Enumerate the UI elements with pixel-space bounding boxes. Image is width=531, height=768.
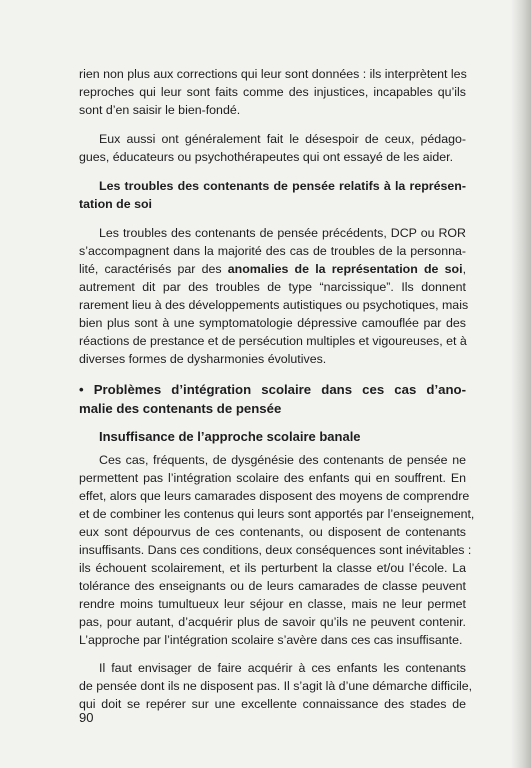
chapter-heading-line: malie des contenants de pensée [79, 401, 282, 416]
text-line: rarement lieu à des développements autistiques ou psychotiques, mais [79, 298, 469, 312]
text-line: Les troubles des contenants de pensée précédents, DCP ou ROR [99, 226, 466, 240]
section-heading-line: tation de soi [79, 197, 152, 211]
text-fragment: , [462, 262, 467, 276]
text-line: s’accompagnent dans la majorité des cas de troubles de la personna- [79, 244, 466, 258]
text-line: reproches qui leur sont faits comme des injustices, incapables qu’ils [79, 85, 466, 99]
text-line: ils échouent scolairement, et ils perturbent la classe et/ou l’école. La [79, 561, 466, 575]
text-line: sont d’en saisir le bien-fondé. [79, 103, 241, 117]
text-line: Il faut envisager de faire acquérir à ces enfants les contenants [99, 661, 466, 675]
text-line: Ces cas, fréquents, de dysgénésie des contenants de pensée ne [99, 453, 466, 467]
text-line-with-bold [79, 261, 466, 277]
text-line: diverses formes de dysharmonies évolutives. [79, 352, 327, 366]
text-line: de pensée dont ils ne disposent pas. Il s’agit là d’une démarche difficile, [79, 679, 473, 693]
text-line: qui doit se repérer sur une excellente connaissance des stades de [79, 697, 466, 711]
section-heading-line: Les troubles des contenants de pensée relatifs à la représen- [99, 179, 466, 193]
page-number: 90 [79, 710, 94, 725]
text-line: effet, alors que leurs camarades disposent des moyens de comprendre [79, 489, 470, 503]
text-line: insuffisants. Dans ces conditions, deux conséquences sont inévitables : [79, 543, 472, 557]
bold-phrase: anomalies de la représentation de soi [227, 262, 463, 276]
text-line: permettent pas l’intégration scolaire des enfants qui en souffrent. En [79, 471, 466, 485]
text-line: pas, pour autant, d’acquérir plus de savoir qu’ils ne peuvent contenir. [79, 615, 466, 629]
text-line: rien non plus aux corrections qui leur sont données : ils interprètent les [79, 67, 467, 81]
text-line: rendre moins tumultueux leur séjour en classe, mais ne leur permet [79, 597, 466, 611]
text-line: gues, éducateurs ou psychothérapeutes qui ont essayé de les aider. [79, 150, 454, 164]
page-spine-shadow [511, 0, 531, 768]
chapter-heading-line: • Problèmes d’intégration scolaire dans ces cas d’ano- [79, 382, 466, 397]
text-line: bien plus sont à une symptomatologie dépressive camouflée par des [79, 316, 466, 330]
text-line: tolérance des enseignants ou de leurs camarades de classe peuvent [79, 579, 466, 593]
text-line: et de combiner les contenus qui leurs sont apportés par l’enseignement, [79, 507, 475, 521]
text-line: Eux aussi ont généralement fait le désespoir de ceux, pédago- [99, 132, 466, 146]
text-line: L’approche par l’intégration scolaire s’avère dans ces cas insuffisante. [79, 633, 463, 647]
text-line: eux sont dépourvus de ces contenants, ou disposent de contenants [79, 525, 466, 539]
subsection-heading: Insuffisance de l’approche scolaire banale [99, 429, 361, 444]
text-fragment: lité, caractérisés par des [79, 262, 228, 276]
text-line: autrement dit par des troubles de type “narcissique”. Ils donnent [79, 280, 466, 294]
text-line: réactions de prestance et de persécution multiples et vigoureuses, et à [79, 334, 467, 348]
